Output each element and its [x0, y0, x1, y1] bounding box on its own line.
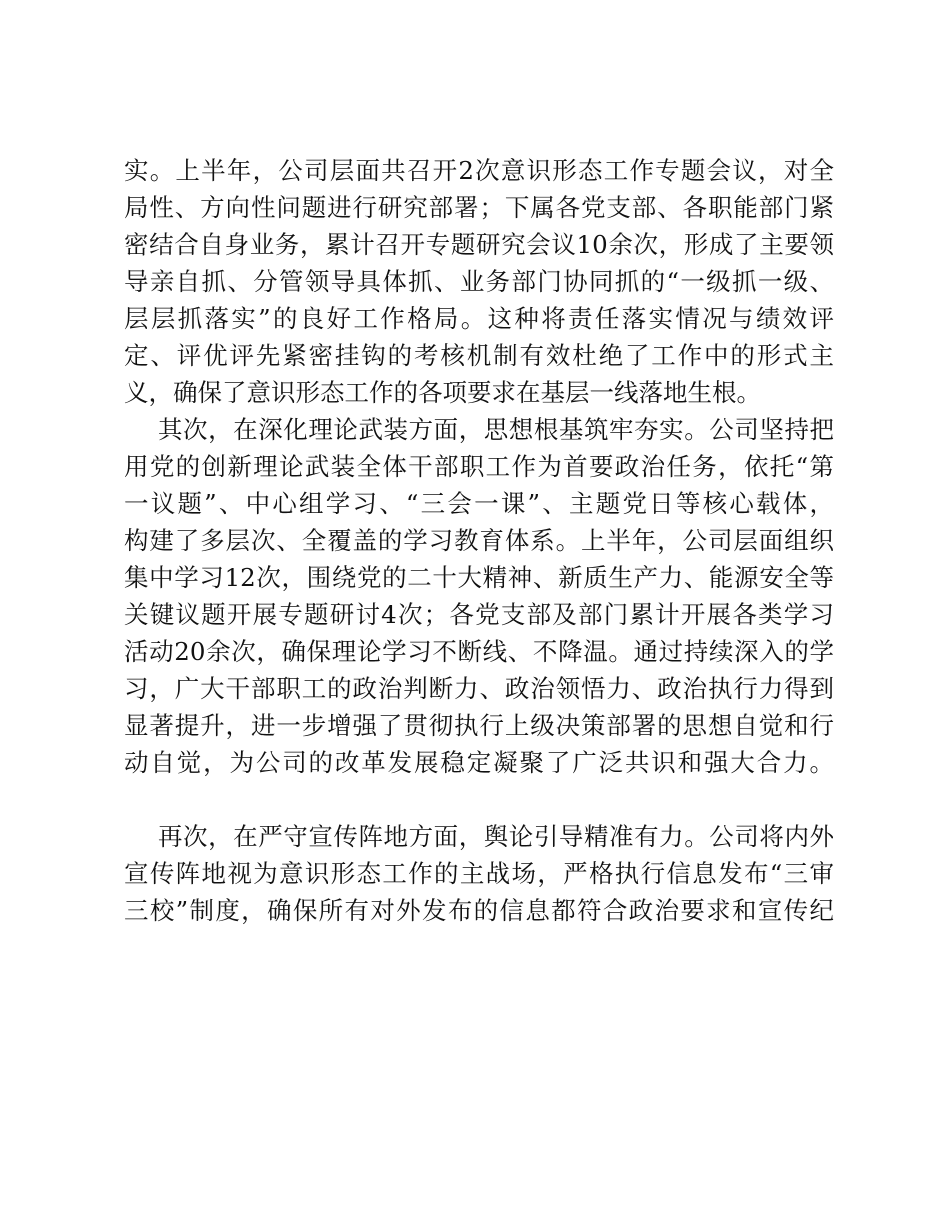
- text-line: 密结合自身业务，累计召开专题研究会议10余次，形成了主要领: [124, 230, 834, 259]
- text-line: 关键议题开展专题研讨4次；各党支部及部门累计开展各类学习: [124, 600, 834, 629]
- text-line: 层层抓落实”的良好工作格局。这种将责任落实情况与绩效评: [124, 304, 834, 333]
- text-line: 局性、方向性问题进行研究部署；下属各党支部、各职能部门紧: [124, 193, 834, 222]
- paragraph-2: [124, 411, 834, 818]
- text-line: [124, 781, 834, 818]
- text-line: 三校”制度，确保所有对外发布的信息都符合政治要求和宣传纪: [124, 896, 834, 925]
- text-line: 其次，在深化理论武装方面，思想根基筑牢夯实。公司坚持把: [158, 415, 834, 444]
- paragraph-3: [124, 818, 834, 929]
- text-line: 一议题”、中心组学习、“三会一课”、主题党日等核心载体，: [124, 489, 834, 518]
- text-line: 习，广大干部职工的政治判断力、政治领悟力、政治执行力得到: [124, 674, 834, 703]
- text-line: 宣传阵地视为意识形态工作的主战场，严格执行信息发布“三审: [124, 859, 834, 888]
- text-line: 动自觉，为公司的改革发展稳定凝聚了广泛共识和强大合力。: [124, 748, 834, 777]
- text-line: 实。上半年，公司层面共召开2次意识形态工作专题会议，对全: [124, 156, 834, 185]
- body-text: [124, 152, 834, 929]
- text-line: 定、评优评先紧密挂钩的考核机制有效杜绝了工作中的形式主: [124, 341, 834, 370]
- text-line: 显著提升，进一步增强了贯彻执行上级决策部署的思想自觉和行: [124, 711, 834, 740]
- text-line: 用党的创新理论武装全体干部职工作为首要政治任务，依托“第: [124, 452, 834, 481]
- text-line: 构建了多层次、全覆盖的学习教育体系。上半年，公司层面组织: [124, 526, 834, 555]
- text-line: 导亲自抓、分管领导具体抓、业务部门协同抓的“一级抓一级、: [124, 267, 834, 296]
- text-line: 再次，在严守宣传阵地方面，舆论引导精准有力。公司将内外: [158, 822, 834, 851]
- text-line: 义，确保了意识形态工作的各项要求在基层一线落地生根。: [124, 378, 761, 407]
- text-line: 活动20余次，确保理论学习不断线、不降温。通过持续深入的学: [124, 637, 834, 666]
- text-line: 集中学习12次，围绕党的二十大精神、新质生产力、能源安全等: [124, 563, 834, 592]
- paragraph-1: [124, 152, 834, 411]
